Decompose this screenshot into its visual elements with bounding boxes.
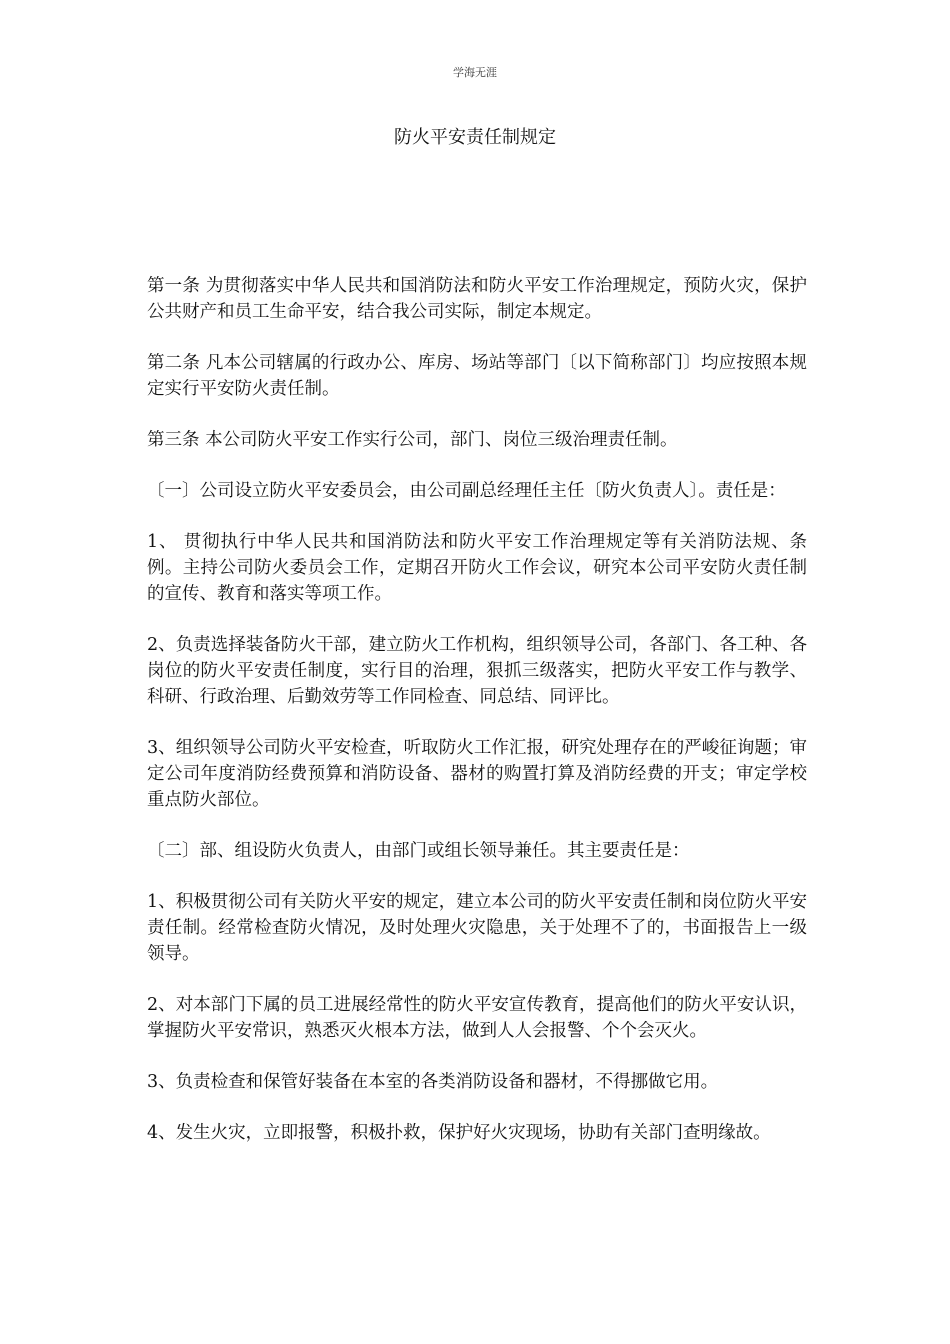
- paragraph-section-2-item-2: 2、对本部门下属的员工进展经常性的防火平安宣传教育，提高他们的防火平安认识，掌握防火平安常识，熟悉灭火根本方法，做到人人会报警、个个会灭火。: [147, 995, 807, 1041]
- page-header: 学海无涯: [453, 66, 497, 79]
- paragraph-section-1: 〔一〕公司设立防火平安委员会，由公司副总经理任主任〔防火负责人〕。责任是：: [147, 481, 786, 501]
- paragraph-section-1-item-1: 1、 贯彻执行中华人民共和国消防法和防火平安工作治理规定等有关消防法规、条例。主持公司防火委员会工作，定期召开防火工作会议，研究本公司平安防火责任制的宣传、教育和落实等项工作。: [147, 532, 807, 604]
- paragraph-section-2-item-3: 3、负责检查和保管好装备在本室的各类消防设备和器材，不得挪做它用。: [147, 1072, 719, 1092]
- paragraph-section-2: 〔二〕部、组设防火负责人，由部门或组长领导兼任。其主要责任是：: [147, 841, 690, 861]
- paragraph-article-1: 第一条 为贯彻落实中华人民共和国消防法和防火平安工作治理规定，预防火灾，保护公共财产和员工生命平安，结合我公司实际，制定本规定。: [147, 276, 807, 322]
- document-title: 防火平安责任制规定: [394, 127, 556, 148]
- paragraph-article-2: 第二条 凡本公司辖属的行政办公、库房、场站等部门〔以下简称部门〕均应按照本规定实行平安防火责任制。: [147, 353, 807, 399]
- paragraph-section-1-item-3: 3、组织领导公司防火平安检查，听取防火工作汇报，研究处理存在的严峻征询题；审定公司年度消防经费预算和消防设备、器材的购置打算及消防经费的开支；审定学校重点防火部位。: [147, 738, 807, 810]
- paragraph-section-2-item-4: 4、发生火灾，立即报警，积极扑救，保护好火灾现场，协助有关部门查明缘故。: [147, 1123, 771, 1143]
- paragraph-section-2-item-1: 1、积极贯彻公司有关防火平安的规定，建立本公司的防火平安责任制和岗位防火平安责任制。经常检查防火情况，及时处理火灾隐患，关于处理不了的，书面报告上一级领导。: [147, 892, 807, 964]
- document-body: [147, 273, 807, 1171]
- paragraph-section-1-item-2: 2、负责选择装备防火干部，建立防火工作机构，组织领导公司，各部门、各工种、各岗位的防火平安责任制度，实行目的治理，狠抓三级落实，把防火平安工作与教学、科研、行政治理、后勤效劳等工作同检查、同总结、同评比。: [147, 635, 807, 707]
- paragraph-article-3: 第三条 本公司防火平安工作实行公司，部门、岗位三级治理责任制。: [147, 430, 678, 450]
